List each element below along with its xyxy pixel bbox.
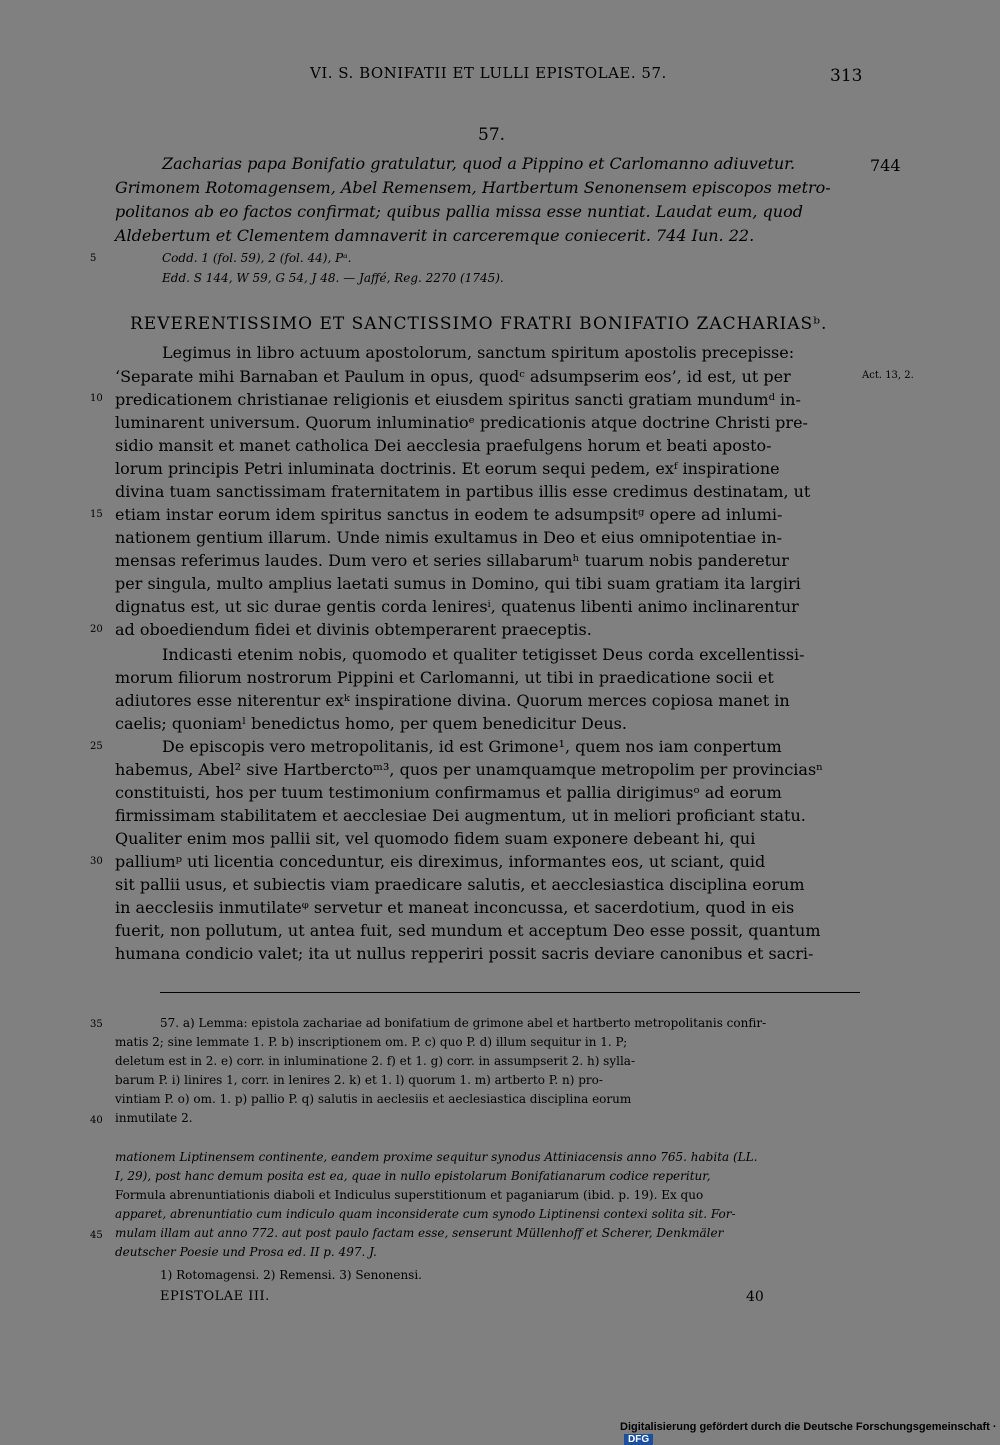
page-number: 313 bbox=[830, 66, 863, 86]
line-number: 35 bbox=[90, 1019, 103, 1030]
body-line: dignatus est, ut sic durae gentis corda leniresⁱ, quatenus libenti animo inclinarentur bbox=[115, 597, 799, 616]
continuation-line: apparet, abrenuntiatio cum indiculo quam inconsiderate cum synodo Liptinensi contexi solita sit. For- bbox=[115, 1207, 736, 1221]
city-notes: 1) Rotomagensi. 2) Remensi. 3) Senonensi. bbox=[160, 1268, 422, 1282]
body-line: adiutores esse niterentur exᵏ inspiratione divina. Quorum merces copiosa manet in bbox=[115, 691, 790, 710]
body-line: humana condicio valet; ita ut nullus repperiri possit sacris deviare canonibus et sacri- bbox=[115, 944, 814, 963]
footnote-line: barum P. i) linires 1, corr. in lenires 2. k) et 1. l) quorum 1. m) artberto P. n) pro- bbox=[115, 1073, 603, 1087]
body-line: Indicasti etenim nobis, quomodo et qualiter tetigisset Deus corda excellentissi- bbox=[162, 645, 805, 664]
body-line: sidio mansit et manet catholica Dei aecclesia praefulgens horum et beati aposto- bbox=[115, 436, 772, 455]
dfg-logo: DFG bbox=[624, 1434, 653, 1445]
funding-text: Digitalisierung gefördert durch die Deutsche Forschungsgemeinschaft · bbox=[620, 1421, 997, 1433]
body-line: constituisti, hos per tuum testimonium confirmamus et pallia dirigimusᵒ ad eorum bbox=[115, 783, 782, 802]
body-line: Qualiter enim mos pallii sit, vel quomodo fidem suam exponere debeant hi, qui bbox=[115, 829, 756, 848]
codices-line: Codd. 1 (fol. 59), 2 (fol. 44), Pᵃ. bbox=[162, 251, 352, 265]
editions-line: Edd. S 144, W 59, G 54, J 48. — Jaffé, Reg. 2270 (1745). bbox=[162, 271, 504, 285]
body-line: De episcopis vero metropolitanis, id est Grimone¹, quem nos iam conpertum bbox=[162, 737, 782, 756]
running-title: VI. S. BONIFATII ET LULLI EPISTOLAE. 57. bbox=[310, 64, 667, 82]
line-number: 5 bbox=[90, 253, 97, 264]
line-number: 25 bbox=[90, 741, 103, 752]
body-line: ‘Separate mihi Barnaban et Paulum in opus, quodᶜ adsumpserim eos’, id est, ut per bbox=[115, 367, 791, 386]
body-line: predicationem christianae religionis et eiusdem spiritus sancti gratiam mundumᵈ in- bbox=[115, 390, 801, 409]
continuation-line: mationem Liptinensem continente, eandem proxime sequitur synodus Attiniacensis anno 765. habita (LL. bbox=[115, 1150, 758, 1164]
body-line: nationem gentium illarum. Unde nimis exultamus in Deo et eius omnipotentiae in- bbox=[115, 528, 783, 547]
body-line: firmissimam stabilitatem et aecclesiae Dei augmentum, ut in meliori proficiant statu. bbox=[115, 806, 806, 825]
body-line: habemus, Abel² sive Hartberctoᵐ³, quos per unamquamque metropolim per provinciasⁿ bbox=[115, 760, 824, 779]
body-line: Legimus in libro actuum apostolorum, sanctum spiritum apostolis precepisse: bbox=[162, 343, 795, 362]
body-line: per singula, multo amplius laetati sumus in Domino, qui tibi suam gratiam ita largiri bbox=[115, 574, 801, 593]
line-number: 40 bbox=[90, 1115, 103, 1126]
continuation-line: I, 29), post hanc demum posita est ea, quae in nullo epistolarum Bonifatianarum codice reperitur, bbox=[115, 1169, 711, 1183]
body-line: etiam instar eorum idem spiritus sanctus in eodem te adsumpsitᵍ opere ad inlumi- bbox=[115, 505, 783, 524]
line-number: 45 bbox=[90, 1230, 103, 1241]
body-line: morum filiorum nostrorum Pippini et Carlomanni, ut tibi in praedicatione socii et bbox=[115, 668, 774, 687]
signature-mark: EPISTOLAE III. bbox=[160, 1289, 270, 1304]
continuation-line: mulam illam aut anno 772. aut post paulo factam esse, senserunt Müllenhoff et Scherer, Denkmäler bbox=[115, 1226, 724, 1240]
line-number: 20 bbox=[90, 624, 103, 635]
continuation-line: Formula abrenuntiationis diaboli et Indiculus superstitionum et paganiarum (ibid. p. 19). Ex quo bbox=[115, 1188, 704, 1202]
footnote-line: inmutilate 2. bbox=[115, 1111, 193, 1125]
body-line: luminarent universum. Quorum inluminatioᵉ predicationis atque doctrine Christi pre- bbox=[115, 413, 808, 432]
funding-banner bbox=[620, 1421, 1000, 1445]
continuation-line: deutscher Poesie und Prosa ed. II p. 497. J. bbox=[115, 1245, 377, 1259]
summary-line: Aldebertum et Clementem damnaverit in carceremque coniecerit. 744 Iun. 22. bbox=[115, 226, 755, 245]
body-line: divina tuam sanctissimam fraternitatem in partibus illis esse credimus destinatam, ut bbox=[115, 482, 811, 501]
body-line: fuerit, non pollutum, ut antea fuit, sed mundum et acceptum Deo esse possit, quantum bbox=[115, 921, 821, 940]
summary-line: Grimonem Rotomagensem, Abel Remensem, Hartbertum Senonensem episcopos metro- bbox=[115, 178, 831, 197]
footnote-line: matis 2; sine lemmate 1. P. b) inscriptionem om. P. c) quo P. d) illum sequitur in 1. P; bbox=[115, 1035, 628, 1049]
footnote-line: 57. a) Lemma: epistola zachariae ad bonifatium de grimone abel et hartberto metropolitanis confir- bbox=[160, 1016, 767, 1030]
margin-reference: Act. 13, 2. bbox=[862, 370, 914, 381]
body-line: ad oboediendum fidei et divinis obtemperarent praeceptis. bbox=[115, 620, 592, 639]
summary-line: Zacharias papa Bonifatio gratulatur, quod a Pippino et Carlomanno adiuvetur. bbox=[162, 154, 796, 173]
line-number: 10 bbox=[90, 393, 103, 404]
body-line: mensas referimus laudes. Dum vero et series sillabarumʰ tuarum nobis panderetur bbox=[115, 551, 789, 570]
footnote-line: deletum est in 2. e) corr. in inluminatione 2. f) et 1. g) corr. in assumpserit 2. h) sylla- bbox=[115, 1054, 636, 1068]
line-number: 15 bbox=[90, 509, 103, 520]
body-line: lorum principis Petri inluminata doctrinis. Et eorum sequi pedem, exᶠ inspiratione bbox=[115, 459, 780, 478]
footnote-divider bbox=[160, 992, 860, 993]
summary-line: politanos ab eo factos confirmat; quibus pallia missa esse nuntiat. Laudat eum, quod bbox=[115, 202, 803, 221]
sheet-number: 40 bbox=[746, 1289, 764, 1305]
letter-number: 57. bbox=[478, 125, 506, 145]
footnote-line: vintiam P. o) om. 1. p) pallio P. q) salutis in aeclesiis et aeclesiastica disciplina eorum bbox=[115, 1092, 632, 1106]
letter-title: REVERENTISSIMO ET SANCTISSIMO FRATRI BONIFATIO ZACHARIASᵇ. bbox=[130, 314, 828, 334]
line-number: 30 bbox=[90, 856, 103, 867]
body-line: in aecclesiis inmutilateᵠ servetur et maneat inconcussa, et sacerdotium, quod in eis bbox=[115, 898, 795, 917]
year-margin: 744 bbox=[870, 156, 901, 175]
body-line: sit pallii usus, et subiectis viam praedicare salutis, et aecclesiastica disciplina eorum bbox=[115, 875, 805, 894]
body-line: palliumᵖ uti licentia conceduntur, eis direximus, informantes eos, ut sciant, quid bbox=[115, 852, 766, 871]
body-line: caelis; quoniamˡ benedictus homo, per quem benedicitur Deus. bbox=[115, 714, 627, 733]
